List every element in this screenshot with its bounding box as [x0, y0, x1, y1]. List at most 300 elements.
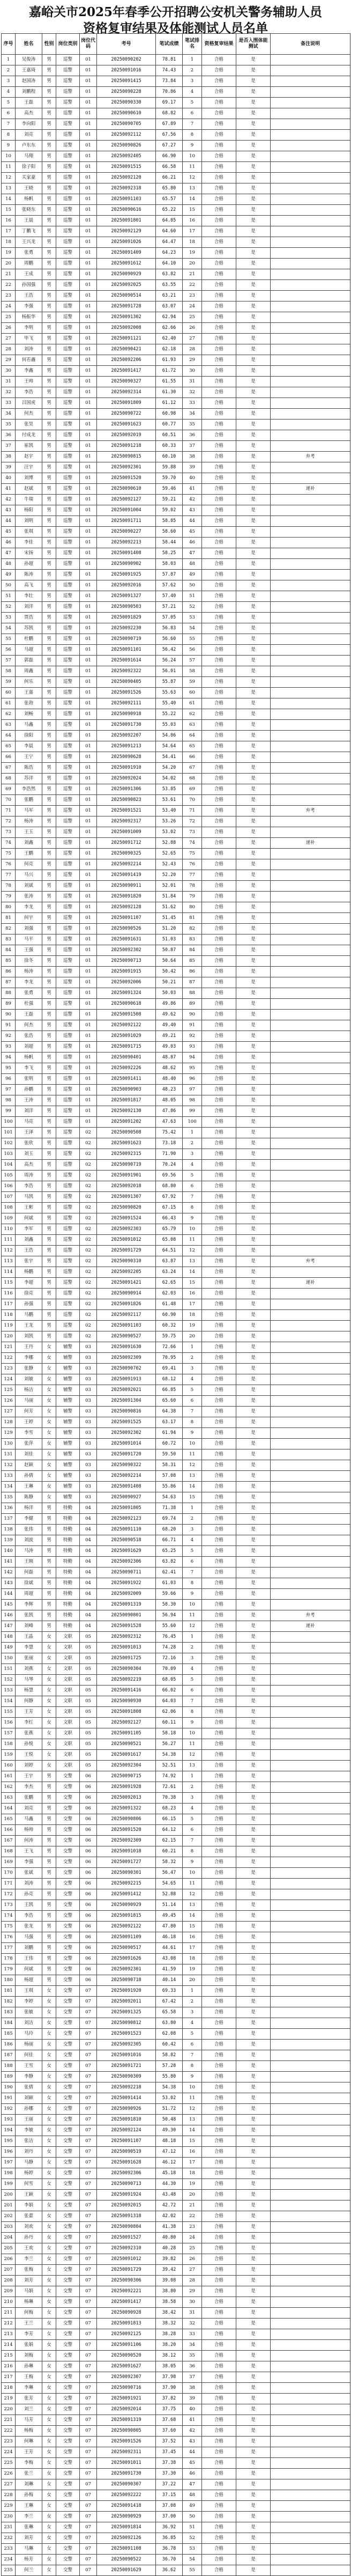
cell-exam-number: 20250091121 — [97, 334, 156, 344]
cell-rank: 7 — [183, 119, 202, 130]
cell-gender: 女 — [42, 2544, 56, 2555]
cell-name: 刘涛 — [16, 1879, 42, 1889]
cell-remark — [271, 1289, 350, 1299]
table-row — [2, 1900, 350, 1911]
cell-remark — [271, 65, 350, 76]
cell-exam-number: 20250090722 — [97, 409, 156, 419]
cell-category: 交警 — [56, 1836, 80, 1846]
cell-fitness-test: 是 — [236, 2383, 271, 2394]
cell-score: 69.56 — [156, 1171, 183, 1181]
cell-score: 55.40 — [156, 698, 183, 709]
cell-remark — [271, 1686, 350, 1696]
cell-score: 57.21 — [156, 602, 183, 613]
cell-gender: 男 — [42, 956, 56, 967]
cell-fitness-test: 是 — [236, 934, 271, 945]
cell-category: 巡警 — [56, 226, 80, 237]
cell-rank: 74 — [183, 838, 202, 849]
cell-remark — [271, 98, 350, 108]
cell-index: 172 — [2, 1889, 16, 1900]
cell-exam-number: 20250091304 — [97, 1396, 156, 1407]
cell-review-result: 合格 — [202, 1031, 236, 1042]
cell-index: 60 — [2, 688, 16, 698]
cell-post-code: 07 — [80, 2297, 97, 2308]
cell-remark — [271, 2029, 350, 2040]
cell-name: 孙国强 — [16, 280, 42, 291]
cell-exam-number: 20250091520 — [97, 473, 156, 484]
cell-index: 178 — [2, 1954, 16, 1964]
cell-exam-number: 20250091411 — [97, 1074, 156, 1085]
cell-review-result: 合格 — [202, 1342, 236, 1353]
cell-rank: 6 — [183, 1686, 202, 1696]
cell-name: 刘明 — [16, 516, 42, 527]
cell-remark — [271, 2040, 350, 2050]
cell-name: 李芳 — [16, 2329, 42, 2340]
cell-exam-number: 20250091011 — [97, 2458, 156, 2469]
cell-fitness-test: 是 — [236, 677, 271, 688]
cell-review-result: 合格 — [202, 1868, 236, 1879]
cell-name: 李慧 — [16, 1643, 42, 1653]
cell-review-result: 合格 — [202, 1160, 236, 1171]
cell-rank: 7 — [183, 2050, 202, 2061]
cell-score: 36.85 — [156, 2533, 183, 2544]
cell-exam-number: 20250091721 — [97, 2061, 156, 2072]
cell-category: 巡警 — [56, 1106, 80, 1117]
cell-name: 孙倩 — [16, 1471, 42, 1482]
table-row — [2, 205, 350, 216]
cell-remark — [271, 2469, 350, 2479]
cell-post-code: 07 — [80, 2147, 97, 2158]
cell-review-result: 合格 — [202, 269, 236, 280]
cell-index: 218 — [2, 2383, 16, 2394]
cell-fitness-test: 是 — [236, 1589, 271, 1600]
cell-fitness-test: 是 — [236, 1160, 271, 1171]
cell-name: 马凯 — [16, 1192, 42, 1203]
cell-fitness-test: 是 — [236, 795, 271, 806]
table-row — [2, 902, 350, 913]
table-row — [2, 1997, 350, 2007]
cell-exam-number: 20250090806 — [97, 1814, 156, 1825]
cell-index: 182 — [2, 1997, 16, 2007]
cell-category: 巡警 — [56, 280, 80, 291]
cell-category: 交警 — [56, 1986, 80, 1997]
cell-review-result: 合格 — [202, 1278, 236, 1289]
cell-exam-number: 20250092112 — [97, 130, 156, 141]
cell-review-result: 合格 — [202, 2179, 236, 2190]
cell-review-result: 合格 — [202, 1664, 236, 1675]
cell-name: 刘丹 — [16, 2147, 42, 2158]
cell-score: 60.21 — [156, 1846, 183, 1857]
cell-review-result: 合格 — [202, 720, 236, 731]
cell-index: 135 — [2, 1492, 16, 1503]
cell-index: 184 — [2, 2018, 16, 2029]
cell-rank: 52 — [183, 2533, 202, 2544]
cell-review-result: 合格 — [202, 645, 236, 656]
cell-remark — [271, 709, 350, 720]
cell-category: 巡警 — [56, 1224, 80, 1235]
cell-rank: 7 — [183, 1836, 202, 1846]
cell-rank: 15 — [183, 2136, 202, 2147]
cell-fitness-test: 是 — [236, 1439, 271, 1449]
cell-category: 交警 — [56, 2340, 80, 2351]
cell-score: 47.63 — [156, 1117, 183, 1128]
cell-score: 38.80 — [156, 2286, 183, 2297]
cell-review-result: 合格 — [202, 613, 236, 623]
cell-index: 53 — [2, 613, 16, 623]
cell-score: 60.10 — [156, 452, 183, 462]
cell-exam-number: 20250090816 — [97, 1407, 156, 1417]
cell-fitness-test: 是 — [236, 1857, 271, 1868]
cell-name: 王鹏 — [16, 849, 42, 859]
cell-name: 刘琳 — [16, 2479, 42, 2490]
cell-rank: 14 — [183, 1482, 202, 1492]
cell-review-result: 合格 — [202, 656, 236, 666]
table-row — [2, 1943, 350, 1954]
cell-rank: 19 — [183, 248, 202, 259]
cell-fitness-test: 是 — [236, 119, 271, 130]
cell-score: 54.64 — [156, 741, 183, 752]
cell-fitness-test: 是 — [236, 334, 271, 344]
cell-review-result: 合格 — [202, 1653, 236, 1664]
cell-rank: 19 — [183, 1964, 202, 1975]
cell-post-code: 01 — [80, 538, 97, 548]
table-row — [2, 2136, 350, 2147]
cell-fitness-test: 是 — [236, 1471, 271, 1482]
cell-gender: 男 — [42, 870, 56, 881]
cell-fitness-test: 是 — [236, 1836, 271, 1846]
cell-name: 张鹏 — [16, 1793, 42, 1804]
cell-exam-number: 20250091913 — [97, 1374, 156, 1385]
cell-gender: 男 — [42, 945, 56, 956]
cell-rank: 2 — [183, 65, 202, 76]
cell-category: 交警 — [56, 2522, 80, 2533]
cell-post-code: 01 — [80, 65, 97, 76]
cell-exam-number: 20250092301 — [97, 462, 156, 473]
cell-review-result: 合格 — [202, 1857, 236, 1868]
cell-review-result: 合格 — [202, 259, 236, 269]
cell-category: 交警 — [56, 1771, 80, 1782]
cell-post-code: 06 — [80, 1900, 97, 1911]
cell-gender: 女 — [42, 2308, 56, 2319]
cell-gender: 女 — [42, 2276, 56, 2286]
cell-remark — [271, 1095, 350, 1106]
cell-exam-number: 20250091623 — [97, 1138, 156, 1149]
cell-review-result: 合格 — [202, 698, 236, 709]
cell-rank: 50 — [183, 580, 202, 591]
cell-gender: 男 — [42, 1299, 56, 1310]
cell-fitness-test: 是 — [236, 859, 271, 870]
table-row — [2, 688, 350, 698]
cell-index: 162 — [2, 1782, 16, 1793]
cell-name: 杨琳 — [16, 2297, 42, 2308]
cell-index: 45 — [2, 527, 16, 538]
table-row — [2, 2115, 350, 2125]
cell-rank: 64 — [183, 731, 202, 741]
cell-score: 36.92 — [156, 2522, 183, 2533]
cell-score: 73.84 — [156, 76, 183, 87]
cell-post-code: 01 — [80, 763, 97, 774]
cell-remark — [271, 1825, 350, 1836]
cell-category: 巡警 — [56, 216, 80, 226]
cell-remark — [271, 881, 350, 892]
cell-rank: 6 — [183, 2040, 202, 2050]
table-row — [2, 934, 350, 945]
cell-index: 40 — [2, 473, 16, 484]
table-row — [2, 784, 350, 795]
cell-index: 113 — [2, 1256, 16, 1267]
cell-review-result: 合格 — [202, 527, 236, 538]
cell-exam-number: 20250092230 — [97, 623, 156, 634]
cell-remark — [271, 1514, 350, 1525]
cell-gender: 男 — [42, 398, 56, 409]
cell-post-code: 02 — [80, 1267, 97, 1278]
cell-category: 巡警 — [56, 1128, 80, 1138]
cell-fitness-test: 是 — [236, 1825, 271, 1836]
cell-name: 王磊 — [16, 1010, 42, 1020]
cell-fitness-test: 是 — [236, 1728, 271, 1739]
cell-exam-number: 20250091014 — [97, 1439, 156, 1449]
cell-review-result: 合格 — [202, 1235, 236, 1246]
cell-remark — [271, 1471, 350, 1482]
cell-name: 杨阳 — [16, 505, 42, 516]
cell-rank: 14 — [183, 1267, 202, 1278]
cell-category: 巡警 — [56, 827, 80, 838]
cell-remark — [271, 1171, 350, 1181]
cell-fitness-test: 是 — [236, 1932, 271, 1943]
cell-gender: 男 — [42, 269, 56, 280]
cell-gender: 女 — [42, 1374, 56, 1385]
cell-review-result: 合格 — [202, 1836, 236, 1846]
cell-name: 李军 — [16, 1224, 42, 1235]
cell-rank: 88 — [183, 988, 202, 999]
cell-remark — [271, 902, 350, 913]
cell-exam-number: 20250090309 — [97, 2072, 156, 2082]
cell-rank: 49 — [183, 570, 202, 580]
cell-index: 220 — [2, 2404, 16, 2415]
cell-score: 38.42 — [156, 2308, 183, 2319]
cell-category: 文职 — [56, 1632, 80, 1643]
cell-rank: 13 — [183, 1761, 202, 1771]
cell-rank: 49 — [183, 2501, 202, 2512]
cell-score: 60.11 — [156, 1718, 183, 1728]
cell-gender: 男 — [42, 967, 56, 977]
cell-score: 68.20 — [156, 1525, 183, 1535]
cell-review-result: 合格 — [202, 2383, 236, 2394]
cell-fitness-test: 是 — [236, 1460, 271, 1471]
cell-remark — [271, 495, 350, 505]
cell-exam-number: 20250091414 — [97, 2093, 156, 2104]
cell-score: 39.08 — [156, 2276, 183, 2286]
cell-exam-number: 20250090526 — [97, 924, 156, 934]
table-row — [2, 1278, 350, 1289]
cell-score: 67.56 — [156, 130, 183, 141]
cell-fitness-test: 是 — [236, 2512, 271, 2522]
cell-remark — [271, 2125, 350, 2136]
cell-score: 57.28 — [156, 2061, 183, 2072]
cell-exam-number: 20250091318 — [97, 2211, 156, 2222]
cell-review-result: 合格 — [202, 2093, 236, 2104]
cell-category: 巡警 — [56, 709, 80, 720]
cell-remark — [271, 2061, 350, 2072]
cell-exam-number: 20250091910 — [97, 763, 156, 774]
cell-exam-number: 20250091107 — [97, 2136, 156, 2147]
cell-name: 刘芳 — [16, 2276, 42, 2286]
cell-exam-number: 20250092309 — [97, 1353, 156, 1364]
table-row — [2, 2308, 350, 2319]
cell-gender: 男 — [42, 1943, 56, 1954]
cell-post-code: 03 — [80, 1439, 97, 1449]
cell-score: 52.51 — [156, 1761, 183, 1771]
cell-post-code: 07 — [80, 2125, 97, 2136]
column-header: 性别 — [42, 34, 56, 55]
table-row — [2, 162, 350, 173]
cell-fitness-test: 是 — [236, 2029, 271, 2040]
cell-name: 王琪 — [16, 1986, 42, 1997]
cell-remark — [271, 409, 350, 419]
cell-name: 刘畅 — [16, 709, 42, 720]
cell-index: 163 — [2, 1793, 16, 1804]
cell-gender: 女 — [42, 2136, 56, 2147]
cell-name: 李婷 — [16, 1997, 42, 2007]
cell-index: 118 — [2, 1310, 16, 1321]
cell-review-result: 合格 — [202, 849, 236, 859]
cell-remark — [271, 1675, 350, 1686]
cell-post-code: 07 — [80, 2372, 97, 2383]
cell-name: 陈静 — [16, 1492, 42, 1503]
table-row — [2, 1922, 350, 1932]
cell-remark — [271, 999, 350, 1010]
cell-rank: 22 — [183, 2211, 202, 2222]
cell-review-result: 合格 — [202, 1213, 236, 1224]
table-row — [2, 2383, 350, 2394]
cell-rank: 8 — [183, 1578, 202, 1589]
cell-rank: 26 — [183, 323, 202, 334]
cell-review-result: 合格 — [202, 2243, 236, 2254]
table-row — [2, 1053, 350, 1063]
cell-remark — [271, 1407, 350, 1417]
cell-post-code: 05 — [80, 1686, 97, 1696]
cell-remark — [271, 1353, 350, 1364]
cell-post-code: 01 — [80, 548, 97, 559]
cell-exam-number: 20250090826 — [97, 141, 156, 151]
cell-score: 52.43 — [156, 859, 183, 870]
cell-post-code: 07 — [80, 2243, 97, 2254]
cell-exam-number: 20250091809 — [97, 398, 156, 409]
cell-review-result: 合格 — [202, 1696, 236, 1707]
cell-gender: 男 — [42, 1278, 56, 1289]
cell-post-code: 01 — [80, 559, 97, 570]
cell-post-code: 01 — [80, 827, 97, 838]
cell-index: 165 — [2, 1814, 16, 1825]
cell-gender: 男 — [42, 1106, 56, 1117]
cell-rank: 83 — [183, 934, 202, 945]
cell-index: 216 — [2, 2361, 16, 2372]
cell-exam-number: 20250092128 — [97, 902, 156, 913]
cell-fitness-test: 是 — [236, 1353, 271, 1364]
cell-rank: 77 — [183, 870, 202, 881]
cell-fitness-test: 是 — [236, 1138, 271, 1149]
cell-name: 李琳 — [16, 2383, 42, 2394]
cell-rank: 17 — [183, 1943, 202, 1954]
cell-category: 巡警 — [56, 151, 80, 162]
cell-review-result: 合格 — [202, 1782, 236, 1793]
cell-fitness-test: 是 — [236, 1364, 271, 1374]
cell-score: 49.86 — [156, 999, 183, 1010]
cell-remark — [271, 2426, 350, 2437]
cell-remark — [271, 924, 350, 934]
cell-score: 54.20 — [156, 763, 183, 774]
table-row — [2, 2007, 350, 2018]
cell-exam-number: 20250091029 — [97, 1031, 156, 1042]
cell-score: 38.05 — [156, 2361, 183, 2372]
table-row — [2, 881, 350, 892]
cell-category: 巡警 — [56, 849, 80, 859]
cell-name: 马翔 — [16, 151, 42, 162]
cell-rank: 82 — [183, 924, 202, 934]
cell-index: 74 — [2, 838, 16, 849]
table-row — [2, 859, 350, 870]
cell-remark — [271, 205, 350, 216]
cell-exam-number: 20250091306 — [97, 784, 156, 795]
table-row — [2, 1771, 350, 1782]
cell-exam-number: 20250092126 — [97, 2533, 156, 2544]
cell-review-result: 合格 — [202, 141, 236, 151]
column-header: 是否入围体能测试 — [236, 34, 271, 55]
cell-category: 特勤 — [56, 1567, 80, 1578]
cell-post-code: 01 — [80, 527, 97, 538]
cell-post-code: 07 — [80, 2007, 97, 2018]
table-row — [2, 988, 350, 999]
cell-rank: 91 — [183, 1020, 202, 1031]
cell-fitness-test: 是 — [236, 65, 271, 76]
table-row — [2, 1364, 350, 1374]
cell-score: 58.25 — [156, 548, 183, 559]
cell-name: 张明 — [16, 1074, 42, 1085]
cell-name: 王龙 — [16, 1321, 42, 1331]
cell-score: 48.40 — [156, 1074, 183, 1085]
cell-rank: 25 — [183, 312, 202, 323]
cell-post-code: 01 — [80, 602, 97, 613]
cell-category: 巡警 — [56, 956, 80, 967]
cell-rank: 26 — [183, 2254, 202, 2265]
cell-post-code: 04 — [80, 1514, 97, 1525]
cell-review-result: 合格 — [202, 2469, 236, 2479]
cell-category: 交警 — [56, 1814, 80, 1825]
cell-score: 64.12 — [156, 1825, 183, 1836]
cell-name: 刘波 — [16, 1535, 42, 1546]
cell-remark — [271, 580, 350, 591]
cell-exam-number: 20250092312 — [97, 1632, 156, 1643]
cell-name: 马亮 — [16, 1117, 42, 1128]
cell-rank: 46 — [183, 2469, 202, 2479]
table-row — [2, 1675, 350, 1686]
cell-post-code: 02 — [80, 1289, 97, 1299]
cell-remark — [271, 2555, 350, 2565]
cell-exam-number: 20250090805 — [97, 2426, 156, 2437]
cell-gender: 女 — [42, 2286, 56, 2297]
cell-fitness-test: 是 — [236, 1600, 271, 1610]
cell-review-result: 合格 — [202, 1010, 236, 1020]
cell-index: 235 — [2, 2565, 16, 2576]
cell-score: 37.30 — [156, 2469, 183, 2479]
cell-exam-number: 20250092024 — [97, 774, 156, 784]
cell-fitness-test: 是 — [236, 2040, 271, 2050]
cell-post-code: 02 — [80, 1321, 97, 1331]
cell-gender: 男 — [42, 1782, 56, 1793]
cell-fitness-test: 是 — [236, 2329, 271, 2340]
cell-rank: 14 — [183, 194, 202, 205]
cell-name: 王玉 — [16, 827, 42, 838]
cell-name: 张昊 — [16, 419, 42, 430]
